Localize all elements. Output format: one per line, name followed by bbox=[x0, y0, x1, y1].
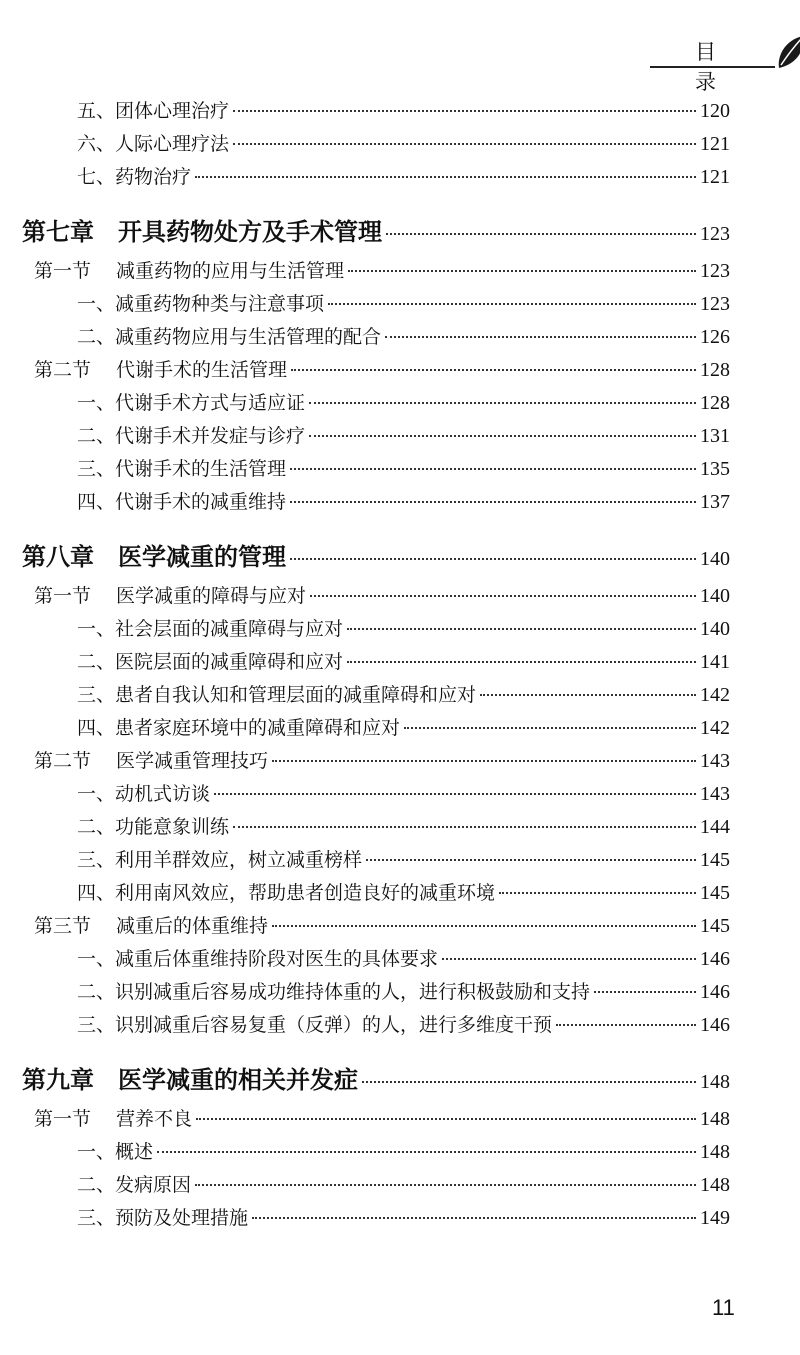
toc-page-number: 145 bbox=[700, 849, 730, 871]
toc-item-label: 四、利用南风效应，帮助患者创造良好的减重环境 bbox=[77, 882, 496, 904]
dot-leader bbox=[214, 793, 696, 795]
toc-section-title: 医学减重管理技巧 bbox=[116, 750, 269, 772]
toc-item-label: 二、识别减重后容易成功维持体重的人，进行积极鼓励和支持 bbox=[77, 981, 591, 1003]
toc-chapter-title: 医学减重的管理 bbox=[118, 542, 286, 571]
dot-leader bbox=[480, 694, 696, 696]
toc-item-row[interactable] bbox=[22, 1010, 730, 1043]
toc-item-row[interactable] bbox=[22, 944, 730, 977]
toc-page-number: 123 bbox=[700, 223, 730, 245]
toc-chapter-title: 医学减重的相关并发症 bbox=[118, 1065, 358, 1094]
toc-item-label: 二、发病原因 bbox=[77, 1174, 192, 1196]
dot-leader bbox=[290, 468, 696, 470]
toc-item-row[interactable] bbox=[22, 812, 730, 845]
toc-item-row[interactable] bbox=[22, 289, 730, 322]
dot-leader bbox=[366, 859, 696, 861]
toc-page-number: 128 bbox=[700, 392, 730, 414]
dot-leader bbox=[157, 1151, 696, 1153]
toc-item-label: 三、利用羊群效应，树立减重榜样 bbox=[77, 849, 363, 871]
dot-leader bbox=[499, 892, 696, 894]
dot-leader bbox=[290, 558, 696, 560]
toc-section-heading bbox=[34, 746, 268, 773]
dot-leader bbox=[385, 336, 696, 338]
toc-item-row[interactable] bbox=[22, 977, 730, 1010]
toc-section-row[interactable] bbox=[22, 746, 730, 779]
toc-chapter-row[interactable] bbox=[22, 212, 730, 246]
toc-page-number: 144 bbox=[700, 816, 730, 838]
toc-page-number: 148 bbox=[700, 1141, 730, 1163]
toc-page-number: 143 bbox=[700, 783, 730, 805]
dot-leader bbox=[233, 143, 696, 145]
toc-section-title: 代谢手术的生活管理 bbox=[116, 359, 288, 381]
toc-item-label: 一、代谢手术方式与适应证 bbox=[77, 392, 306, 414]
dot-leader bbox=[386, 233, 696, 235]
dot-leader bbox=[272, 760, 696, 762]
toc-page-number: 146 bbox=[700, 1014, 730, 1036]
toc-item-label: 五、团体心理治疗 bbox=[77, 100, 230, 122]
toc-section-title: 营养不良 bbox=[116, 1108, 193, 1130]
toc-page-number: 145 bbox=[700, 882, 730, 904]
toc-item-row[interactable] bbox=[22, 878, 730, 911]
toc-page-number: 135 bbox=[700, 458, 730, 480]
toc-section-number: 第二节 bbox=[34, 359, 92, 381]
toc-page-number: 143 bbox=[700, 750, 730, 772]
toc-item-label: 三、识别减重后容易复重（反弹）的人，进行多维度干预 bbox=[77, 1014, 553, 1036]
toc-page-number: 149 bbox=[700, 1207, 730, 1229]
chapter-spacer bbox=[22, 571, 730, 581]
toc-page-number: 131 bbox=[700, 425, 730, 447]
toc-chapter-title: 开具药物处方及手术管理 bbox=[118, 217, 382, 246]
header-title: 目录 bbox=[695, 40, 746, 94]
toc-item-row[interactable] bbox=[22, 162, 730, 195]
dot-leader bbox=[195, 176, 696, 178]
dot-leader bbox=[309, 402, 696, 404]
toc-item-label: 四、患者家庭环境中的减重障碍和应对 bbox=[77, 717, 401, 739]
toc-item-row[interactable] bbox=[22, 779, 730, 812]
dot-leader bbox=[442, 958, 696, 960]
chapter-spacer bbox=[22, 1094, 730, 1104]
toc-section-heading bbox=[34, 581, 306, 608]
dot-leader bbox=[290, 501, 696, 503]
toc-item-label: 二、代谢手术并发症与诊疗 bbox=[77, 425, 306, 447]
table-of-contents bbox=[22, 96, 730, 1236]
toc-section-title: 减重药物的应用与生活管理 bbox=[116, 260, 345, 282]
dot-leader bbox=[233, 110, 696, 112]
toc-item-label: 六、人际心理疗法 bbox=[77, 133, 230, 155]
toc-chapter-row[interactable] bbox=[22, 1060, 730, 1094]
toc-page-number: 148 bbox=[700, 1174, 730, 1196]
toc-page-number: 121 bbox=[700, 133, 730, 155]
toc-page-number: 123 bbox=[700, 260, 730, 282]
toc-item-row[interactable] bbox=[22, 96, 730, 129]
toc-item-row[interactable] bbox=[22, 421, 730, 454]
toc-item-row[interactable] bbox=[22, 1203, 730, 1236]
toc-chapter-number: 第七章 bbox=[22, 217, 94, 246]
toc-page-number: 145 bbox=[700, 915, 730, 937]
toc-item-label: 一、减重药物种类与注意事项 bbox=[77, 293, 325, 315]
toc-item-row[interactable] bbox=[22, 129, 730, 162]
chapter-spacer bbox=[22, 1043, 730, 1060]
page-header bbox=[40, 30, 775, 94]
toc-section-row[interactable] bbox=[22, 355, 730, 388]
dot-leader bbox=[195, 1184, 696, 1186]
toc-item-row[interactable] bbox=[22, 1137, 730, 1170]
toc-section-heading bbox=[34, 256, 344, 283]
toc-item-row[interactable] bbox=[22, 1170, 730, 1203]
toc-item-label: 四、代谢手术的减重维持 bbox=[77, 491, 287, 513]
toc-section-number: 第三节 bbox=[34, 915, 92, 937]
dot-leader bbox=[594, 991, 696, 993]
toc-item-row[interactable] bbox=[22, 322, 730, 355]
toc-item-row[interactable] bbox=[22, 680, 730, 713]
toc-section-row[interactable] bbox=[22, 911, 730, 944]
toc-chapter-number: 第八章 bbox=[22, 542, 94, 571]
toc-page-number: 121 bbox=[700, 166, 730, 188]
toc-item-row[interactable] bbox=[22, 487, 730, 520]
dot-leader bbox=[196, 1118, 696, 1120]
toc-page-number: 140 bbox=[700, 585, 730, 607]
toc-item-label: 二、医院层面的减重障碍和应对 bbox=[77, 651, 344, 673]
toc-item-label: 三、患者自我认知和管理层面的减重障碍和应对 bbox=[77, 684, 477, 706]
toc-page-number: 137 bbox=[700, 491, 730, 513]
toc-item-label: 一、动机式访谈 bbox=[77, 783, 211, 805]
dot-leader bbox=[362, 1081, 696, 1083]
toc-page-number: 148 bbox=[700, 1108, 730, 1130]
toc-item-row[interactable] bbox=[22, 614, 730, 647]
dot-leader bbox=[291, 369, 696, 371]
toc-section-title: 减重后的体重维持 bbox=[116, 915, 269, 937]
toc-item-row[interactable] bbox=[22, 845, 730, 878]
dot-leader bbox=[347, 628, 696, 630]
toc-item-row[interactable] bbox=[22, 647, 730, 680]
toc-section-row[interactable] bbox=[22, 1104, 730, 1137]
toc-item-label: 一、概述 bbox=[77, 1141, 154, 1163]
chapter-spacer bbox=[22, 246, 730, 256]
page-number: 11 bbox=[712, 1295, 735, 1320]
toc-page-number: 142 bbox=[700, 717, 730, 739]
toc-item-label: 二、减重药物应用与生活管理的配合 bbox=[77, 326, 382, 348]
chapter-spacer bbox=[22, 195, 730, 212]
toc-item-label: 七、药物治疗 bbox=[77, 166, 192, 188]
toc-section-number: 第一节 bbox=[34, 260, 92, 282]
toc-page-number: 140 bbox=[700, 548, 730, 570]
dot-leader bbox=[347, 661, 696, 663]
toc-section-row[interactable] bbox=[22, 581, 730, 614]
toc-page-number: 146 bbox=[700, 948, 730, 970]
dot-leader bbox=[404, 727, 696, 729]
dot-leader bbox=[556, 1024, 696, 1026]
toc-section-row[interactable] bbox=[22, 256, 730, 289]
toc-page-number: 123 bbox=[700, 293, 730, 315]
toc-page-number: 146 bbox=[700, 981, 730, 1003]
toc-section-heading bbox=[34, 1104, 192, 1131]
toc-section-heading bbox=[34, 911, 268, 938]
dot-leader bbox=[310, 595, 696, 597]
toc-section-title: 医学减重的障碍与应对 bbox=[116, 585, 307, 607]
toc-page-number: 141 bbox=[700, 651, 730, 673]
toc-section-number: 第一节 bbox=[34, 1108, 92, 1130]
header-rule bbox=[650, 66, 775, 68]
toc-page-number: 128 bbox=[700, 359, 730, 381]
toc-section-heading bbox=[34, 355, 287, 382]
toc-item-row[interactable] bbox=[22, 388, 730, 421]
toc-chapter-row[interactable] bbox=[22, 537, 730, 571]
toc-chapter-heading bbox=[22, 537, 286, 572]
dot-leader bbox=[348, 270, 696, 272]
toc-item-label: 三、代谢手术的生活管理 bbox=[77, 458, 287, 480]
dot-leader bbox=[252, 1217, 696, 1219]
toc-item-row[interactable] bbox=[22, 713, 730, 746]
toc-page-number: 142 bbox=[700, 684, 730, 706]
toc-item-row[interactable] bbox=[22, 454, 730, 487]
toc-item-label: 三、预防及处理措施 bbox=[77, 1207, 249, 1229]
dot-leader bbox=[272, 925, 696, 927]
toc-chapter-heading bbox=[22, 1060, 358, 1095]
toc-chapter-heading bbox=[22, 212, 382, 247]
leaf-icon bbox=[775, 34, 800, 70]
toc-item-label: 一、减重后体重维持阶段对医生的具体要求 bbox=[77, 948, 439, 970]
toc-section-number: 第一节 bbox=[34, 585, 92, 607]
toc-chapter-number: 第九章 bbox=[22, 1065, 94, 1094]
chapter-spacer bbox=[22, 520, 730, 537]
toc-page-number: 140 bbox=[700, 618, 730, 640]
toc-item-label: 一、社会层面的减重障碍与应对 bbox=[77, 618, 344, 640]
toc-page-number: 126 bbox=[700, 326, 730, 348]
dot-leader bbox=[309, 435, 696, 437]
dot-leader bbox=[328, 303, 696, 305]
dot-leader bbox=[233, 826, 696, 828]
toc-section-number: 第二节 bbox=[34, 750, 92, 772]
toc-page-number: 148 bbox=[700, 1071, 730, 1093]
toc-item-label: 二、功能意象训练 bbox=[77, 816, 230, 838]
toc-page-number: 120 bbox=[700, 100, 730, 122]
